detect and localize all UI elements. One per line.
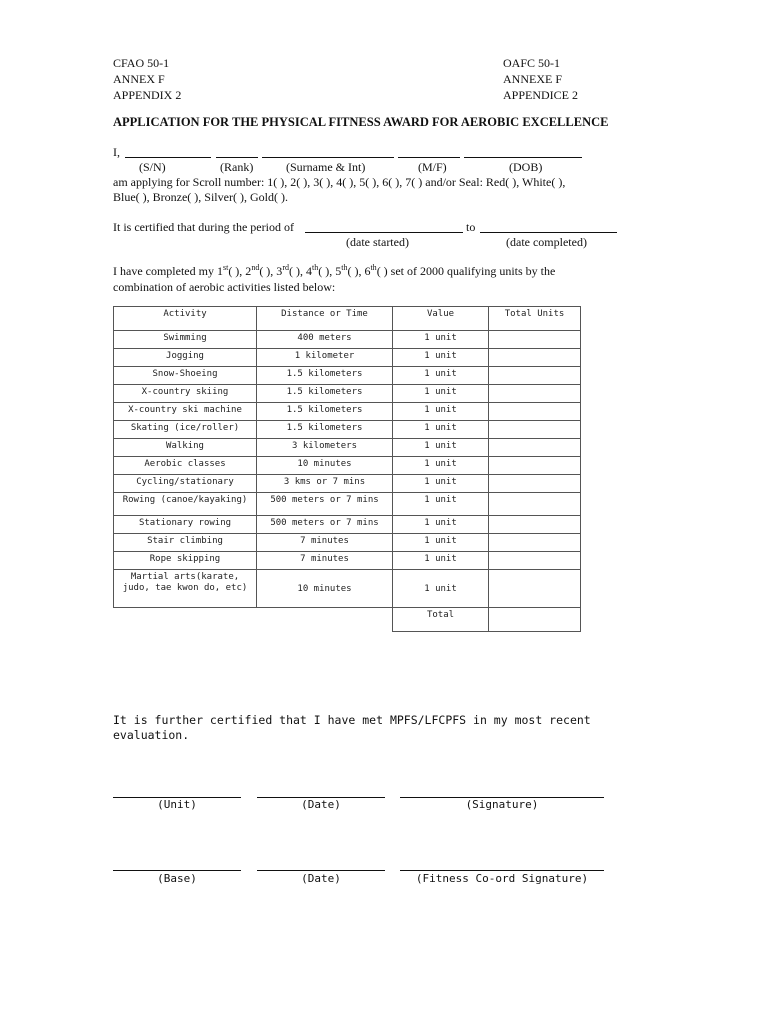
- table-row: [114, 570, 581, 608]
- total-units-field[interactable]: [489, 385, 581, 403]
- completed-line: I have completed my 1st( ), 2nd( ), 3rd( ), 4th( ), 5th( ), 6th( ) set of 2000 qualifying units by the: [113, 263, 556, 278]
- value-cell: 1 unit: [393, 421, 489, 439]
- total-units-field[interactable]: [489, 349, 581, 367]
- header-right-line: ANNEXE F: [503, 72, 562, 86]
- value-cell: 1 unit: [393, 439, 489, 457]
- activity-cell: Swimming: [114, 331, 257, 349]
- empty-cell: [257, 608, 393, 632]
- value-cell: 1 unit: [393, 552, 489, 570]
- sn-field[interactable]: [125, 157, 211, 158]
- fitness-coord-signature-label: (Fitness Co-ord Signature): [415, 872, 589, 885]
- table-row: [114, 403, 581, 421]
- activity-cell: Rowing (canoe/kayaking): [114, 493, 257, 516]
- further-line: It is further certified that I have met MPFS/LFCPFS in my most recent: [113, 713, 591, 727]
- fitness-coord-signature-field[interactable]: [400, 870, 604, 871]
- value-cell: 1 unit: [393, 570, 489, 608]
- distance-cell: 3 kilometers: [257, 439, 393, 457]
- activity-cell: Skating (ice/roller): [114, 421, 257, 439]
- total-units-field[interactable]: [489, 493, 581, 516]
- activity-cell: Stationary rowing: [114, 516, 257, 534]
- dob-field[interactable]: [464, 157, 582, 158]
- header-left-line: ANNEX F: [113, 72, 165, 86]
- completed-line-2: combination of aerobic activities listed below:: [113, 280, 336, 294]
- table-row: [114, 516, 581, 534]
- value-cell: 1 unit: [393, 349, 489, 367]
- table-row: [114, 349, 581, 367]
- activity-table: [113, 306, 581, 632]
- table-row: [114, 331, 581, 349]
- empty-cell: [114, 608, 257, 632]
- header-left-line: APPENDIX 2: [113, 88, 182, 102]
- dob-label: (DOB): [509, 160, 543, 174]
- header-right-line: APPENDICE 2: [503, 88, 579, 102]
- distance-cell: 500 meters or 7 mins: [257, 493, 393, 516]
- distance-cell: 1.5 kilometers: [257, 385, 393, 403]
- activity-cell: Stair climbing: [114, 534, 257, 552]
- date-completed-label: (date completed): [506, 235, 587, 249]
- distance-cell: 1.5 kilometers: [257, 421, 393, 439]
- form-title: APPLICATION FOR THE PHYSICAL FITNESS AWARD FOR AEROBIC EXCELLENCE: [113, 115, 609, 129]
- activity-cell: Snow-Shoeing: [114, 367, 257, 385]
- sex-field[interactable]: [398, 157, 460, 158]
- total-units-field[interactable]: [489, 552, 581, 570]
- scroll-line: am applying for Scroll number: 1( ), 2( ), 3( ), 4( ), 5( ), 6( ), 7( ) and/or Seal: Red( ), White( ),: [113, 175, 566, 189]
- table-row: [114, 457, 581, 475]
- rank-field[interactable]: [216, 157, 258, 158]
- distance-cell: 1 kilometer: [257, 349, 393, 367]
- grand-total-field[interactable]: [489, 608, 581, 632]
- value-cell: 1 unit: [393, 534, 489, 552]
- table-row: [114, 421, 581, 439]
- unit-label: (Unit): [157, 798, 197, 811]
- total-units-field[interactable]: [489, 367, 581, 385]
- activity-cell: Rope skipping: [114, 552, 257, 570]
- header-left: [113, 55, 181, 103]
- header-left-line: CFAO 50-1: [113, 56, 170, 70]
- period-text: It is certified that during the period of: [113, 220, 294, 234]
- col-header-distance: Distance or Time: [257, 307, 393, 331]
- activity-cell: Martial arts(karate, judo, tae kwon do, etc): [114, 570, 257, 608]
- distance-cell: 3 kms or 7 mins: [257, 475, 393, 493]
- table-header-row: [114, 307, 581, 331]
- total-row: [114, 608, 581, 632]
- sn-label: (S/N): [139, 160, 166, 174]
- header-right-line: OAFC 50-1: [503, 56, 561, 70]
- total-units-field[interactable]: [489, 534, 581, 552]
- value-cell: 1 unit: [393, 403, 489, 421]
- table-row: [114, 493, 581, 516]
- activity-cell: Walking: [114, 439, 257, 457]
- table-row: [114, 439, 581, 457]
- table-row: [114, 534, 581, 552]
- distance-cell: 1.5 kilometers: [257, 367, 393, 385]
- surname-label: (Surname & Int): [286, 160, 366, 174]
- distance-cell: 10 minutes: [257, 457, 393, 475]
- distance-cell: 1.5 kilometers: [257, 403, 393, 421]
- date-label-2: (Date): [301, 872, 341, 885]
- date-completed-field[interactable]: [480, 232, 617, 233]
- total-units-field[interactable]: [489, 570, 581, 608]
- total-label: Total: [393, 608, 489, 632]
- value-cell: 1 unit: [393, 457, 489, 475]
- table-row: [114, 385, 581, 403]
- table-row: [114, 552, 581, 570]
- value-cell: 1 unit: [393, 516, 489, 534]
- table-row: [114, 367, 581, 385]
- seal-line: Blue( ), Bronze( ), Silver( ), Gold( ).: [113, 190, 288, 204]
- distance-cell: 7 minutes: [257, 534, 393, 552]
- date-started-label: (date started): [346, 235, 409, 249]
- activity-cell: Jogging: [114, 349, 257, 367]
- activity-cell: Cycling/stationary: [114, 475, 257, 493]
- activity-cell: X-country skiing: [114, 385, 257, 403]
- activity-cell: X-country ski machine: [114, 403, 257, 421]
- date-label: (Date): [301, 798, 341, 811]
- col-header-activity: Activity: [114, 307, 257, 331]
- distance-cell: 500 meters or 7 mins: [257, 516, 393, 534]
- col-header-value: Value: [393, 307, 489, 331]
- total-units-field[interactable]: [489, 403, 581, 421]
- total-units-field[interactable]: [489, 421, 581, 439]
- total-units-field[interactable]: [489, 439, 581, 457]
- surname-field[interactable]: [262, 157, 394, 158]
- value-cell: 1 unit: [393, 385, 489, 403]
- distance-cell: 10 minutes: [257, 570, 393, 608]
- activity-cell: Aerobic classes: [114, 457, 257, 475]
- date-field-2[interactable]: [257, 870, 385, 871]
- base-label: (Base): [157, 872, 197, 885]
- base-field[interactable]: [113, 870, 241, 871]
- sex-label: (M/F): [418, 160, 447, 174]
- total-units-field[interactable]: [489, 516, 581, 534]
- rank-label: (Rank): [220, 160, 254, 174]
- header-right: [503, 55, 578, 103]
- total-units-field[interactable]: [489, 457, 581, 475]
- value-cell: 1 unit: [393, 475, 489, 493]
- period-to: to: [466, 220, 476, 234]
- value-cell: 1 unit: [393, 367, 489, 385]
- applicant-prefix: I,: [113, 145, 120, 159]
- value-cell: 1 unit: [393, 493, 489, 516]
- further-line: evaluation.: [113, 728, 190, 742]
- signature-label: (Signature): [465, 798, 539, 811]
- further-statement: [113, 713, 591, 743]
- total-units-field[interactable]: [489, 475, 581, 493]
- col-header-total: Total Units: [489, 307, 581, 331]
- value-cell: 1 unit: [393, 331, 489, 349]
- total-units-field[interactable]: [489, 331, 581, 349]
- distance-cell: 400 meters: [257, 331, 393, 349]
- table-row: [114, 475, 581, 493]
- date-started-field[interactable]: [305, 232, 463, 233]
- distance-cell: 7 minutes: [257, 552, 393, 570]
